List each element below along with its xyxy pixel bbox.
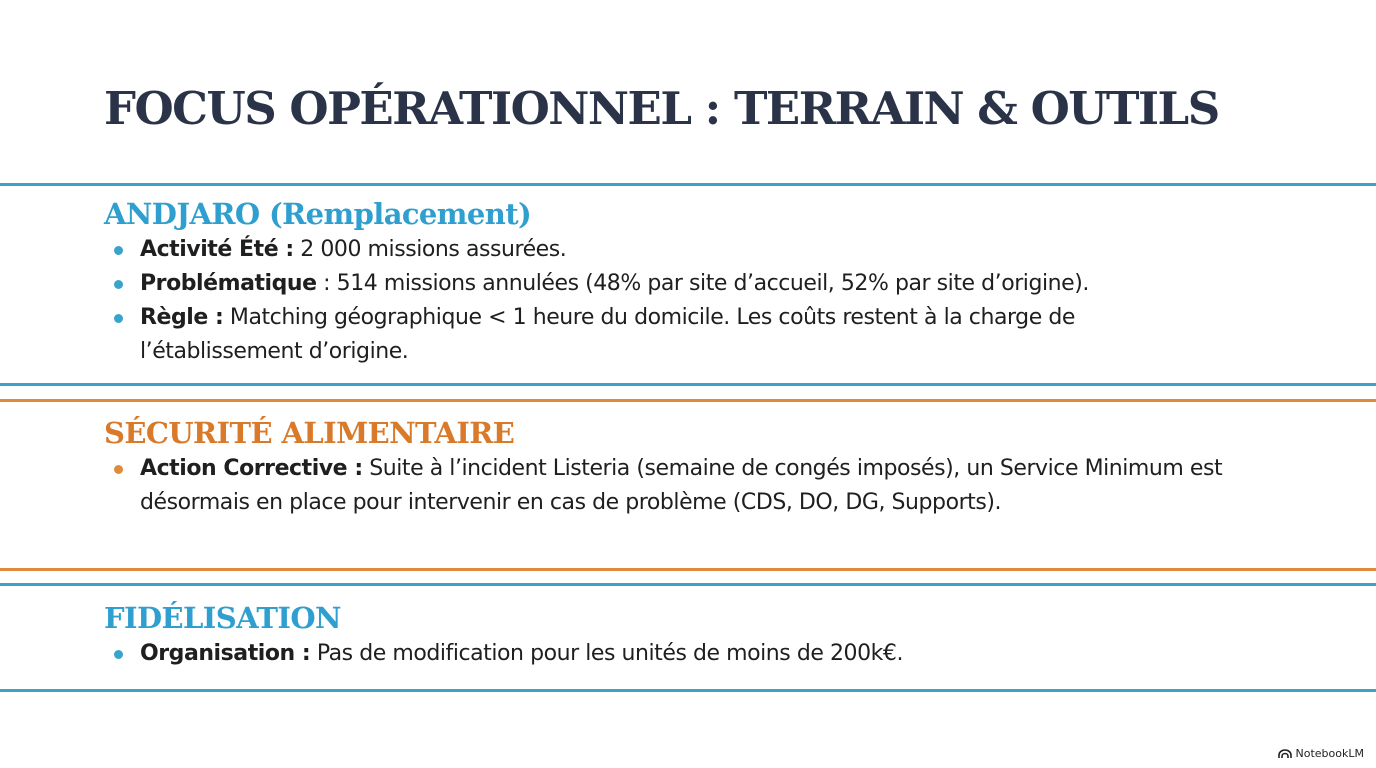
bullet-list-andjaro <box>104 233 1234 369</box>
item-label: Activité Été : <box>140 237 294 262</box>
divider-top-securite <box>0 399 1376 402</box>
page-title: FOCUS OPÉRATIONNEL : TERRAIN & OUTILS <box>104 82 1219 135</box>
list-item <box>104 301 1234 369</box>
item-label: Problématique <box>140 271 317 296</box>
section-securite-alimentaire <box>104 416 1234 520</box>
notebooklm-branding <box>1278 747 1364 760</box>
item-text: : 514 missions annulées (48% par site d’accueil, 52% par site d’origine). <box>316 271 1089 296</box>
item-label: Organisation : <box>140 641 311 666</box>
item-text: Suite à l’incident Listeria (semaine de congés imposés), un Service Minimum est désormais en place pour intervenir en cas de problème (CDS, DO, DG, Supports). <box>140 456 1223 515</box>
notebooklm-icon <box>1278 749 1292 759</box>
divider-top-fidelisation <box>0 583 1376 586</box>
section-heading-andjaro: ANDJARO (Remplacement) <box>104 197 532 231</box>
bullet-dot-icon <box>114 246 123 255</box>
list-item <box>104 267 1234 301</box>
item-text: Matching géographique < 1 heure du domicile. Les coûts restent à la charge de l’établissement d’origine. <box>140 305 1075 364</box>
list-item <box>104 452 1234 520</box>
divider-bottom-securite <box>0 568 1376 571</box>
bullet-dot-icon <box>114 280 123 289</box>
item-text: Pas de modification pour les unités de moins de 200k€. <box>310 641 904 666</box>
bullet-list-securite <box>104 452 1234 520</box>
section-fidelisation <box>104 601 1234 671</box>
list-item <box>104 233 1234 267</box>
bullet-list-fidelisation <box>104 637 1234 671</box>
list-item <box>104 637 1234 671</box>
divider-bottom-andjaro <box>0 383 1376 386</box>
section-heading-fidelisation: FIDÉLISATION <box>104 601 341 635</box>
notebooklm-label: NotebookLM <box>1295 747 1364 760</box>
bullet-dot-icon <box>114 650 123 659</box>
item-label: Règle : <box>140 305 224 330</box>
section-heading-securite: SÉCURITÉ ALIMENTAIRE <box>104 416 515 450</box>
divider-top-andjaro <box>0 183 1376 186</box>
bullet-dot-icon <box>114 465 123 474</box>
section-andjaro <box>104 197 1234 369</box>
item-text: 2 000 missions assurées. <box>293 237 567 262</box>
bullet-dot-icon <box>114 314 123 323</box>
item-label: Action Corrective : <box>140 456 363 481</box>
divider-bottom-fidelisation <box>0 689 1376 692</box>
